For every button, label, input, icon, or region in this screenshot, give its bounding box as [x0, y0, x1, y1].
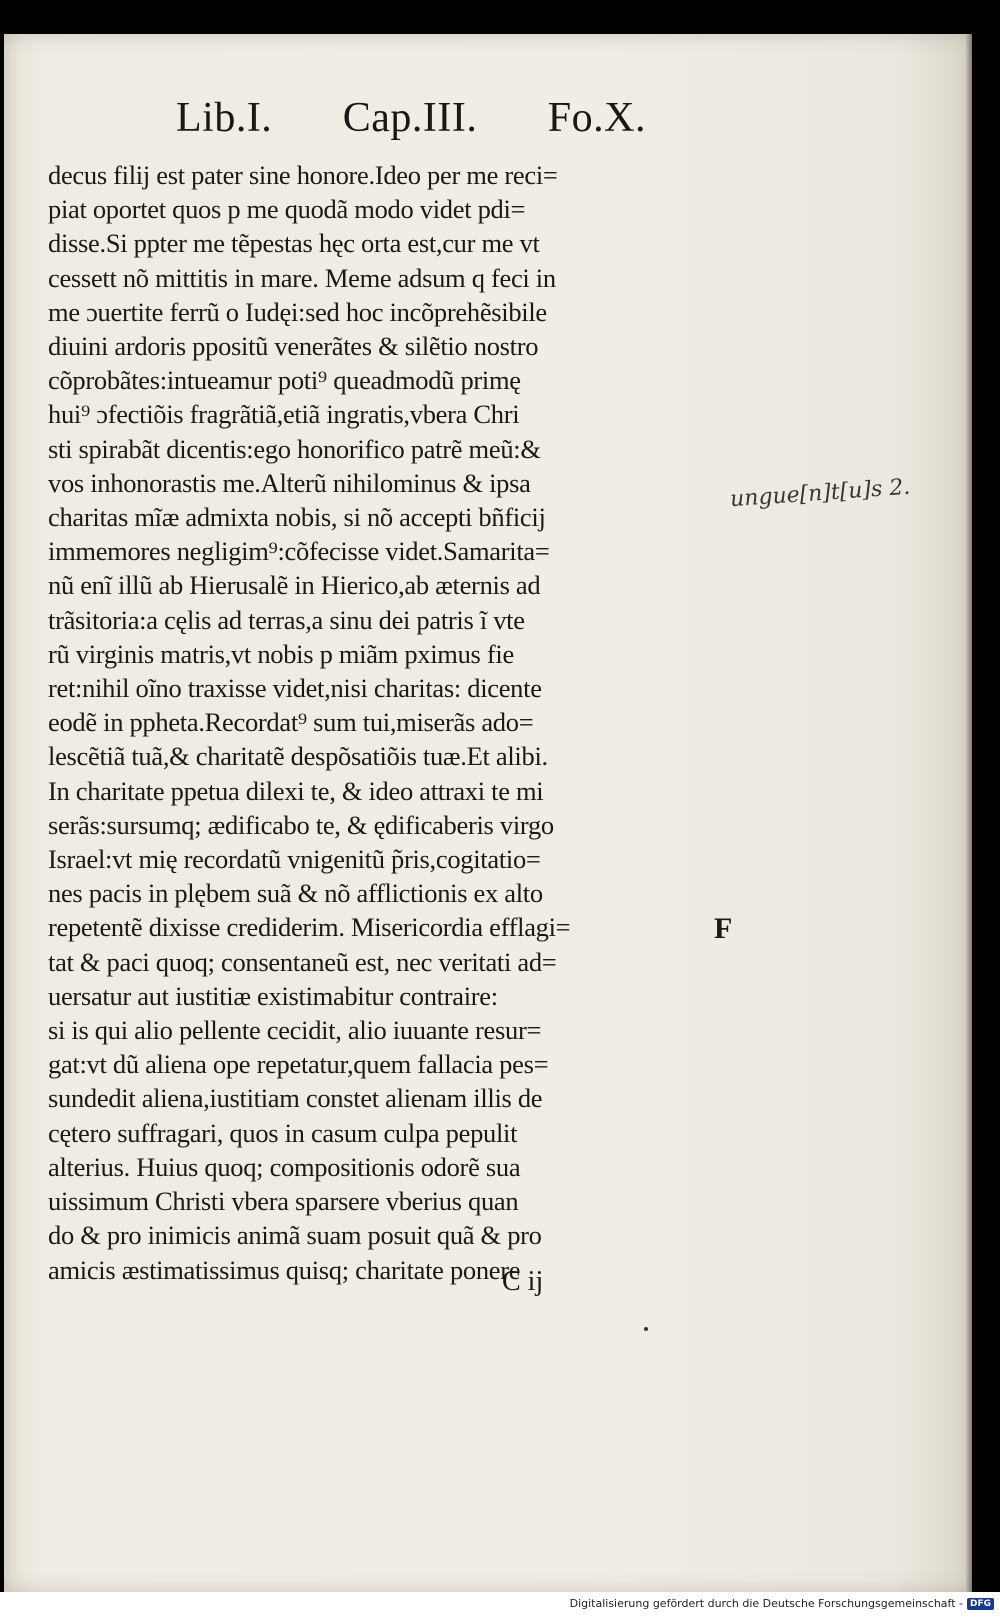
handwritten-margin-note: ungue[n]t[u]s 2. [729, 474, 912, 513]
text-line: si is qui alio pellente cecidit, alio iuuante resur= [48, 1015, 542, 1046]
text-line: sti spirabãt dicentis:ego honorifico patrẽ meũ:& [48, 433, 541, 464]
text-line: nũ enĩ illũ ab Hierusalẽ in Hierico,ab æternis ad [48, 570, 541, 601]
dfg-logo-icon: DFG [967, 1598, 994, 1610]
book-number: Lib.I. [176, 95, 273, 141]
text-line: charitas mĩæ admixta nobis, si nõ accepti bñficij [48, 502, 546, 533]
text-line: cętero suffragari, quos in casum culpa pepulit [48, 1117, 518, 1148]
text-line: cõprobãtes:intueamur poti⁹ queadmodũ primę [48, 365, 521, 396]
running-head [176, 94, 646, 142]
text-line: ret:nihil oĩno traxisse videt,nisi charitas: dicente [48, 673, 542, 704]
text-line: nes pacis in plębem suã & nõ afflictionis ex alto [48, 878, 543, 909]
body-text [48, 158, 698, 1287]
text-line: diuini ardoris ppositũ venerãtes & silẽtio nostro [48, 331, 539, 362]
text-line: gat:vt dũ aliena ope repetatur,quem fallacia pes= [48, 1049, 549, 1080]
book-page [4, 34, 972, 1592]
text-line: amicis æstimatissimus quisq; charitate ponere [48, 1254, 521, 1285]
text-line: cessett nõ mittitis in mare. Meme adsum q feci in [48, 262, 556, 293]
text-line: vos inhonorastis me.Alterũ nihilominus & ipsa [48, 467, 531, 498]
text-line: sundedit aliena,iustitiam constet alienam illis de [48, 1083, 543, 1114]
text-line: uersatur aut iustitiæ existimabitur contraire: [48, 980, 498, 1011]
text-line: In charitate ppetua dilexi te, & ideo attraxi te mi [48, 775, 544, 806]
text-line: do & pro inimicis animã suam posuit quã & pro [48, 1220, 542, 1251]
text-line: piat oportet quos p me quodã modo videt pdi= [48, 194, 526, 225]
text-line: repetentẽ dixisse crediderim. Misericordia efflagi= [48, 912, 571, 943]
text-line: me ɔuertite ferrũ o Iudęi:sed hoc incõprehẽsibile [48, 296, 547, 327]
text-line: decus filij est pater sine honore.Ideo per me reci= [48, 160, 558, 190]
text-line: rũ virginis matris,vt nobis p miãm pximus fie [48, 638, 514, 669]
ink-speck [644, 1327, 648, 1331]
text-line: eodẽ in ppheta.Recordat⁹ sum tui,miserãs ado= [48, 707, 534, 738]
text-line: immemores negligim⁹:cõfecisse videt.Samarita= [48, 536, 550, 567]
text-line: hui⁹ ɔfectiõis fragrãtiã,etiã ingratis,vbera Chri [48, 399, 520, 430]
margin-letter: F [714, 912, 733, 945]
text-line: alterius. Huius quoq; compositionis odorẽ sua [48, 1151, 521, 1182]
scan-right-border [972, 0, 1000, 1592]
footer-credit: Digitalisierung gefördert durch die Deutsche Forschungsgemeinschaft - [569, 1597, 963, 1610]
scan-top-border [0, 0, 1000, 34]
text-line: Israel:vt mię recordatũ vnigenitũ p̃ris,cogitatio= [48, 844, 541, 875]
text-line: lescẽtiã tuã,& charitatẽ despõsatiõis tuæ.Et alibi. [48, 741, 548, 772]
text-line: tat & paci quoq; consentaneũ est, nec veritati ad= [48, 946, 557, 977]
chapter-number: Cap.III. [342, 95, 478, 141]
signature-mark: C ij [502, 1266, 544, 1297]
folio-number: Fo.X. [547, 95, 646, 141]
text-line: serãs:sursumq; ædificabo te, & ędificaberis virgo [48, 809, 554, 840]
text-line: trãsitoria:a cęlis ad terras,a sinu dei patris ĩ vte [48, 604, 525, 635]
text-line: disse.Si ppter me tẽpestas hęc orta est,cur me vt [48, 228, 540, 259]
text-line: uissimum Christi vbera sparsere vberius quan [48, 1186, 519, 1217]
digitization-footer [570, 1597, 994, 1610]
